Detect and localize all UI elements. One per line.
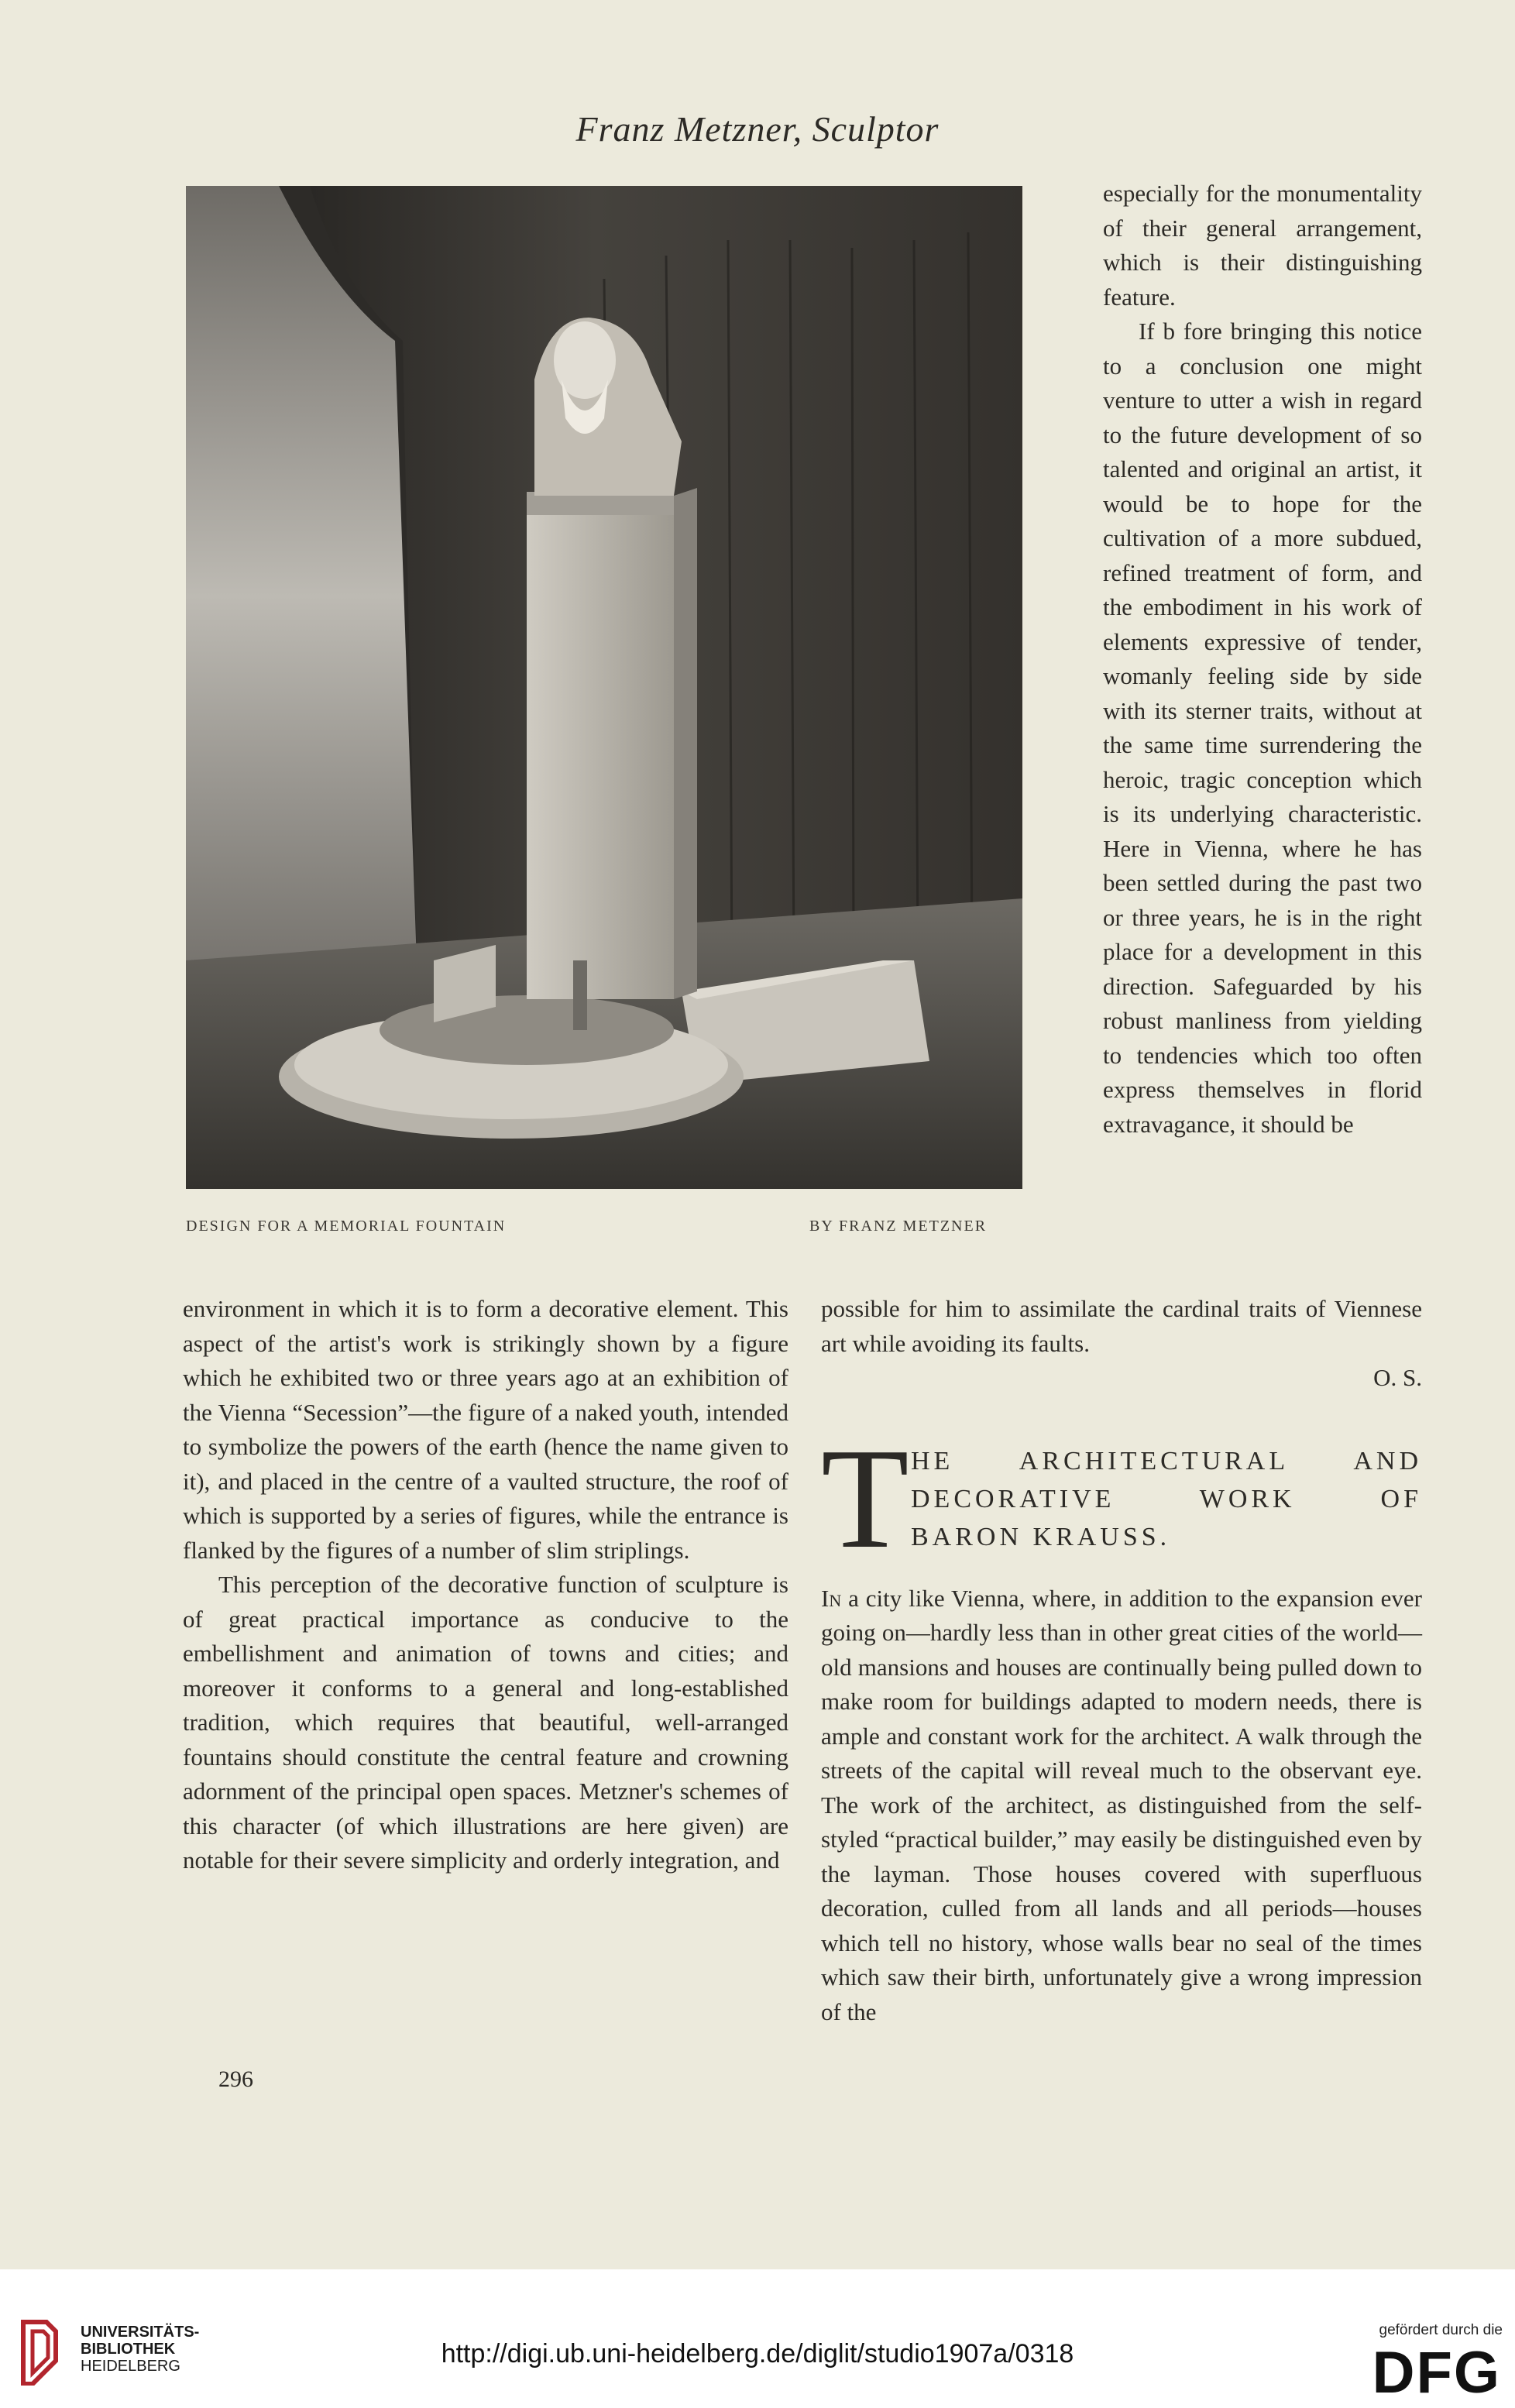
library-name-line: HEIDELBERG — [81, 2358, 180, 2375]
right-column — [821, 1292, 1422, 2029]
paragraph: If b fore bringing this notice to a conclusion one might venture to utter a wish in regard to the future development of so talented and original an artist, it would be to hope for the cultivation of a more subdued, refined treatment of form, and the embodiment in his work of elements expressive of tender, womanly feeling side by side with its sterner traits, without at the same time surrendering the heroic, tragic conception which is its underlying characteristic. Here in Vienna, where he has been settled during the past two or three years, he is in the right place for a development in this direction. Safeguarded by his robust manliness from yielding to tendencies which too often express themselves in florid extravagance, it should be — [1103, 318, 1422, 1138]
paragraph-lead: In — [821, 1584, 842, 1612]
fountain-plate-illustration — [186, 186, 1022, 1189]
plate-caption-left: DESIGN FOR A MEMORIAL FOUNTAIN — [186, 1218, 507, 1235]
paragraph: environment in which it is to form a decorative element. This aspect of the artist's work is strikingly shown by a figure which he exhibited two or three years ago at an exhibition of the Vienna “Secession”—the figure of a naked youth, intended to symbolize the powers of the earth (hence the name given to it), and placed in the centre of a vaulted structure, the roof of which is supported by a series of figures, while the entrance is flanked by the figures of a number of slim striplings. — [183, 1295, 788, 1564]
paragraph — [821, 1582, 1422, 2030]
library-name-line: BIBLIOTHEK — [81, 2341, 176, 2358]
heading-lines — [911, 1442, 1422, 1556]
heading-line: DECORATIVE WORK OF — [911, 1484, 1422, 1513]
digitization-footer — [0, 2269, 1515, 2408]
paragraph: This perception of the decorative function of sculpture is of great practical importance as conducive to the embellishment and animation of towns and cities; and moreover it conforms to a general and long-established tradition, which requires that beautiful, well-arranged fountains should constitute the central feature and crowning adornment of the principal open spaces. Metzner's schemes of this character (of which illustrations are here given) are notable for their severe simplicity and orderly integration, and — [183, 1571, 788, 1874]
article-heading — [821, 1418, 1422, 1578]
paragraph-body: a city like Vienna, where, in addition to the expansion ever going on—hardly less than in other great cities of the world—old mansions and houses are continually being pulled down to make room for buildings adapted to modern needs, there is ample and constant work for the architect. A walk through the streets of the capital will reveal much to the observant eye. The work of the architect, as distinguished from the self-styled “practical builder,” may easily be distinguished even by the layman. Those houses covered with superfluous decoration, culled from all lands and all periods—houses which tell no history, whose walls bear no seal of the times which saw their birth, unfortunately give a wrong impression of the — [821, 1584, 1422, 2025]
heading-dropcap: T — [821, 1418, 909, 1578]
left-column — [183, 1292, 788, 1878]
running-head: Franz Metzner, Sculptor — [575, 109, 940, 149]
heading-line: BARON KRAUSS. — [911, 1522, 1171, 1551]
heading-line: HE ARCHITECTURAL AND — [911, 1446, 1422, 1475]
funding-note: gefördert durch die — [1379, 2322, 1503, 2338]
plate-caption-right: BY FRANZ METZNER — [809, 1218, 988, 1235]
right-column-top — [1103, 177, 1422, 1142]
paragraph: especially for the monumentality of their general arrangement, which is their distinguishing feature. — [1103, 180, 1422, 311]
author-signoff: O. S. — [1373, 1364, 1422, 1391]
permalink-url[interactable]: http://digi.ub.uni-heidelberg.de/diglit/studio1907a/0318 — [441, 2339, 1074, 2368]
paragraph-continuation — [821, 1292, 1422, 1361]
page-number: 296 — [218, 2066, 253, 2092]
library-name-line: UNIVERSITÄTS- — [81, 2324, 200, 2341]
continuation-text: possible for him to assimilate the cardinal traits of Viennese art while avoiding its faults. — [821, 1295, 1422, 1357]
dfg-logo: DFG — [1372, 2340, 1501, 2406]
